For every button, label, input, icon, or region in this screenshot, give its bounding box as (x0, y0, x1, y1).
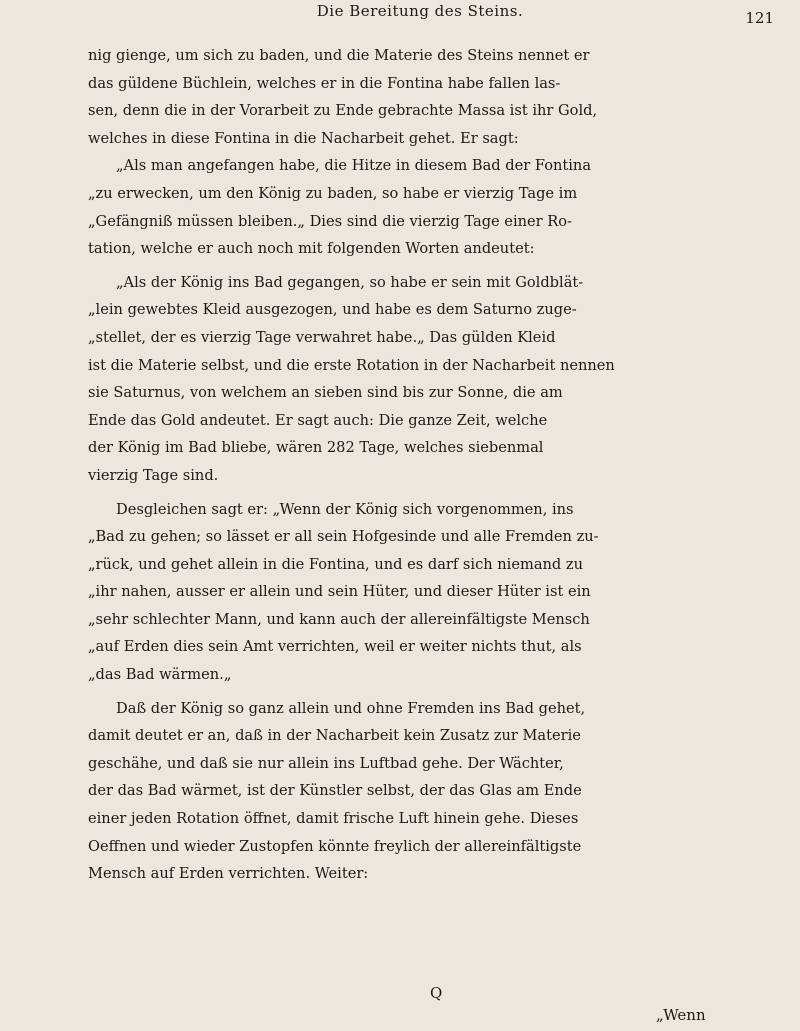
text-line: Desgleichen sagt er: „Wenn der König sich vorgenommen, ins (116, 500, 574, 518)
page-body (88, 42, 722, 888)
text-line: das güldene Büchlein, welches er in die Fontina habe fallen las- (88, 74, 561, 92)
text-line: damit deutet er an, daß in der Nacharbeit kein Zusatz zur Materie (88, 727, 581, 745)
signature-mark: Q (430, 984, 443, 1002)
text-line: einer jeden Rotation öffnet, damit frische Luft hinein gehe. Dieses (88, 810, 579, 828)
text-line: „Als der König ins Bad gegangen, so habe er sein mit Goldblät- (116, 273, 584, 291)
text-line: „rück, und gehet allein in die Fontina, und es darf sich niemand zu (88, 555, 583, 573)
text-line: sen, denn die in der Vorarbeit zu Ende gebrachte Massa ist ihr Gold, (88, 102, 598, 120)
text-line: vierzig Tage sind. (88, 466, 219, 484)
paragraph (88, 42, 722, 152)
text-line: „das Bad wärmen.„ (88, 666, 232, 684)
text-line: Ende das Gold andeutet. Er sagt auch: Die ganze Zeit, welche (88, 411, 548, 429)
paragraph (88, 496, 722, 689)
text-line: „stellet, der es vierzig Tage verwahret habe.„ Das gülden Kleid (88, 328, 556, 346)
catchword: „Wenn (656, 1006, 706, 1024)
text-line: welches in diese Fontina in die Nacharbeit gehet. Er sagt: (88, 129, 519, 147)
text-line: sie Saturnus, von welchem an sieben sind bis zur Sonne, die am (88, 384, 563, 402)
text-line: Mensch auf Erden verrichten. Weiter: (88, 865, 369, 883)
text-line: „auf Erden dies sein Amt verrichten, weil er weiter nichts thut, als (88, 638, 582, 656)
text-line: tation, welche er auch noch mit folgenden Worten andeutet: (88, 240, 535, 258)
paragraph (88, 269, 722, 490)
running-header: Die Bereitung des Steins. (316, 2, 524, 20)
text-line: „lein gewebtes Kleid ausgezogen, und habe es dem Saturno zuge- (88, 301, 577, 319)
text-line: „ihr nahen, ausser er allein und sein Hüter, und dieser Hüter ist ein (88, 583, 591, 601)
text-line: „Gefängniß müssen bleiben.„ Dies sind die vierzig Tage einer Ro- (88, 212, 572, 230)
page-number: 121 (745, 9, 774, 27)
text-line: der König im Bad bliebe, wären 282 Tage, welches siebenmal (88, 439, 544, 457)
text-line: Daß der König so ganz allein und ohne Fremden ins Bad gehet, (116, 699, 586, 717)
text-line: der das Bad wärmet, ist der Künstler selbst, der das Glas am Ende (88, 782, 582, 800)
text-line: Oeffnen und wieder Zustopfen könnte freylich der allereinfältigste (88, 837, 582, 855)
paragraph (88, 695, 722, 888)
text-line: „sehr schlechter Mann, und kann auch der allereinfältigste Mensch (88, 610, 590, 628)
text-line: „Als man angefangen habe, die Hitze in diesem Bad der Fontina (116, 157, 592, 175)
text-line: geschähe, und daß sie nur allein ins Luftbad gehe. Der Wächter, (88, 754, 564, 772)
paragraph (88, 152, 722, 262)
text-line: „Bad zu gehen; so lässet er all sein Hofgesinde und alle Fremden zu- (88, 528, 599, 546)
text-line: „zu erwecken, um den König zu baden, so habe er vierzig Tage im (88, 184, 578, 202)
text-line: ist die Materie selbst, und die erste Rotation in der Nacharbeit nennen (88, 356, 615, 374)
text-line: nig gienge, um sich zu baden, und die Materie des Steins nennet er (88, 47, 590, 64)
